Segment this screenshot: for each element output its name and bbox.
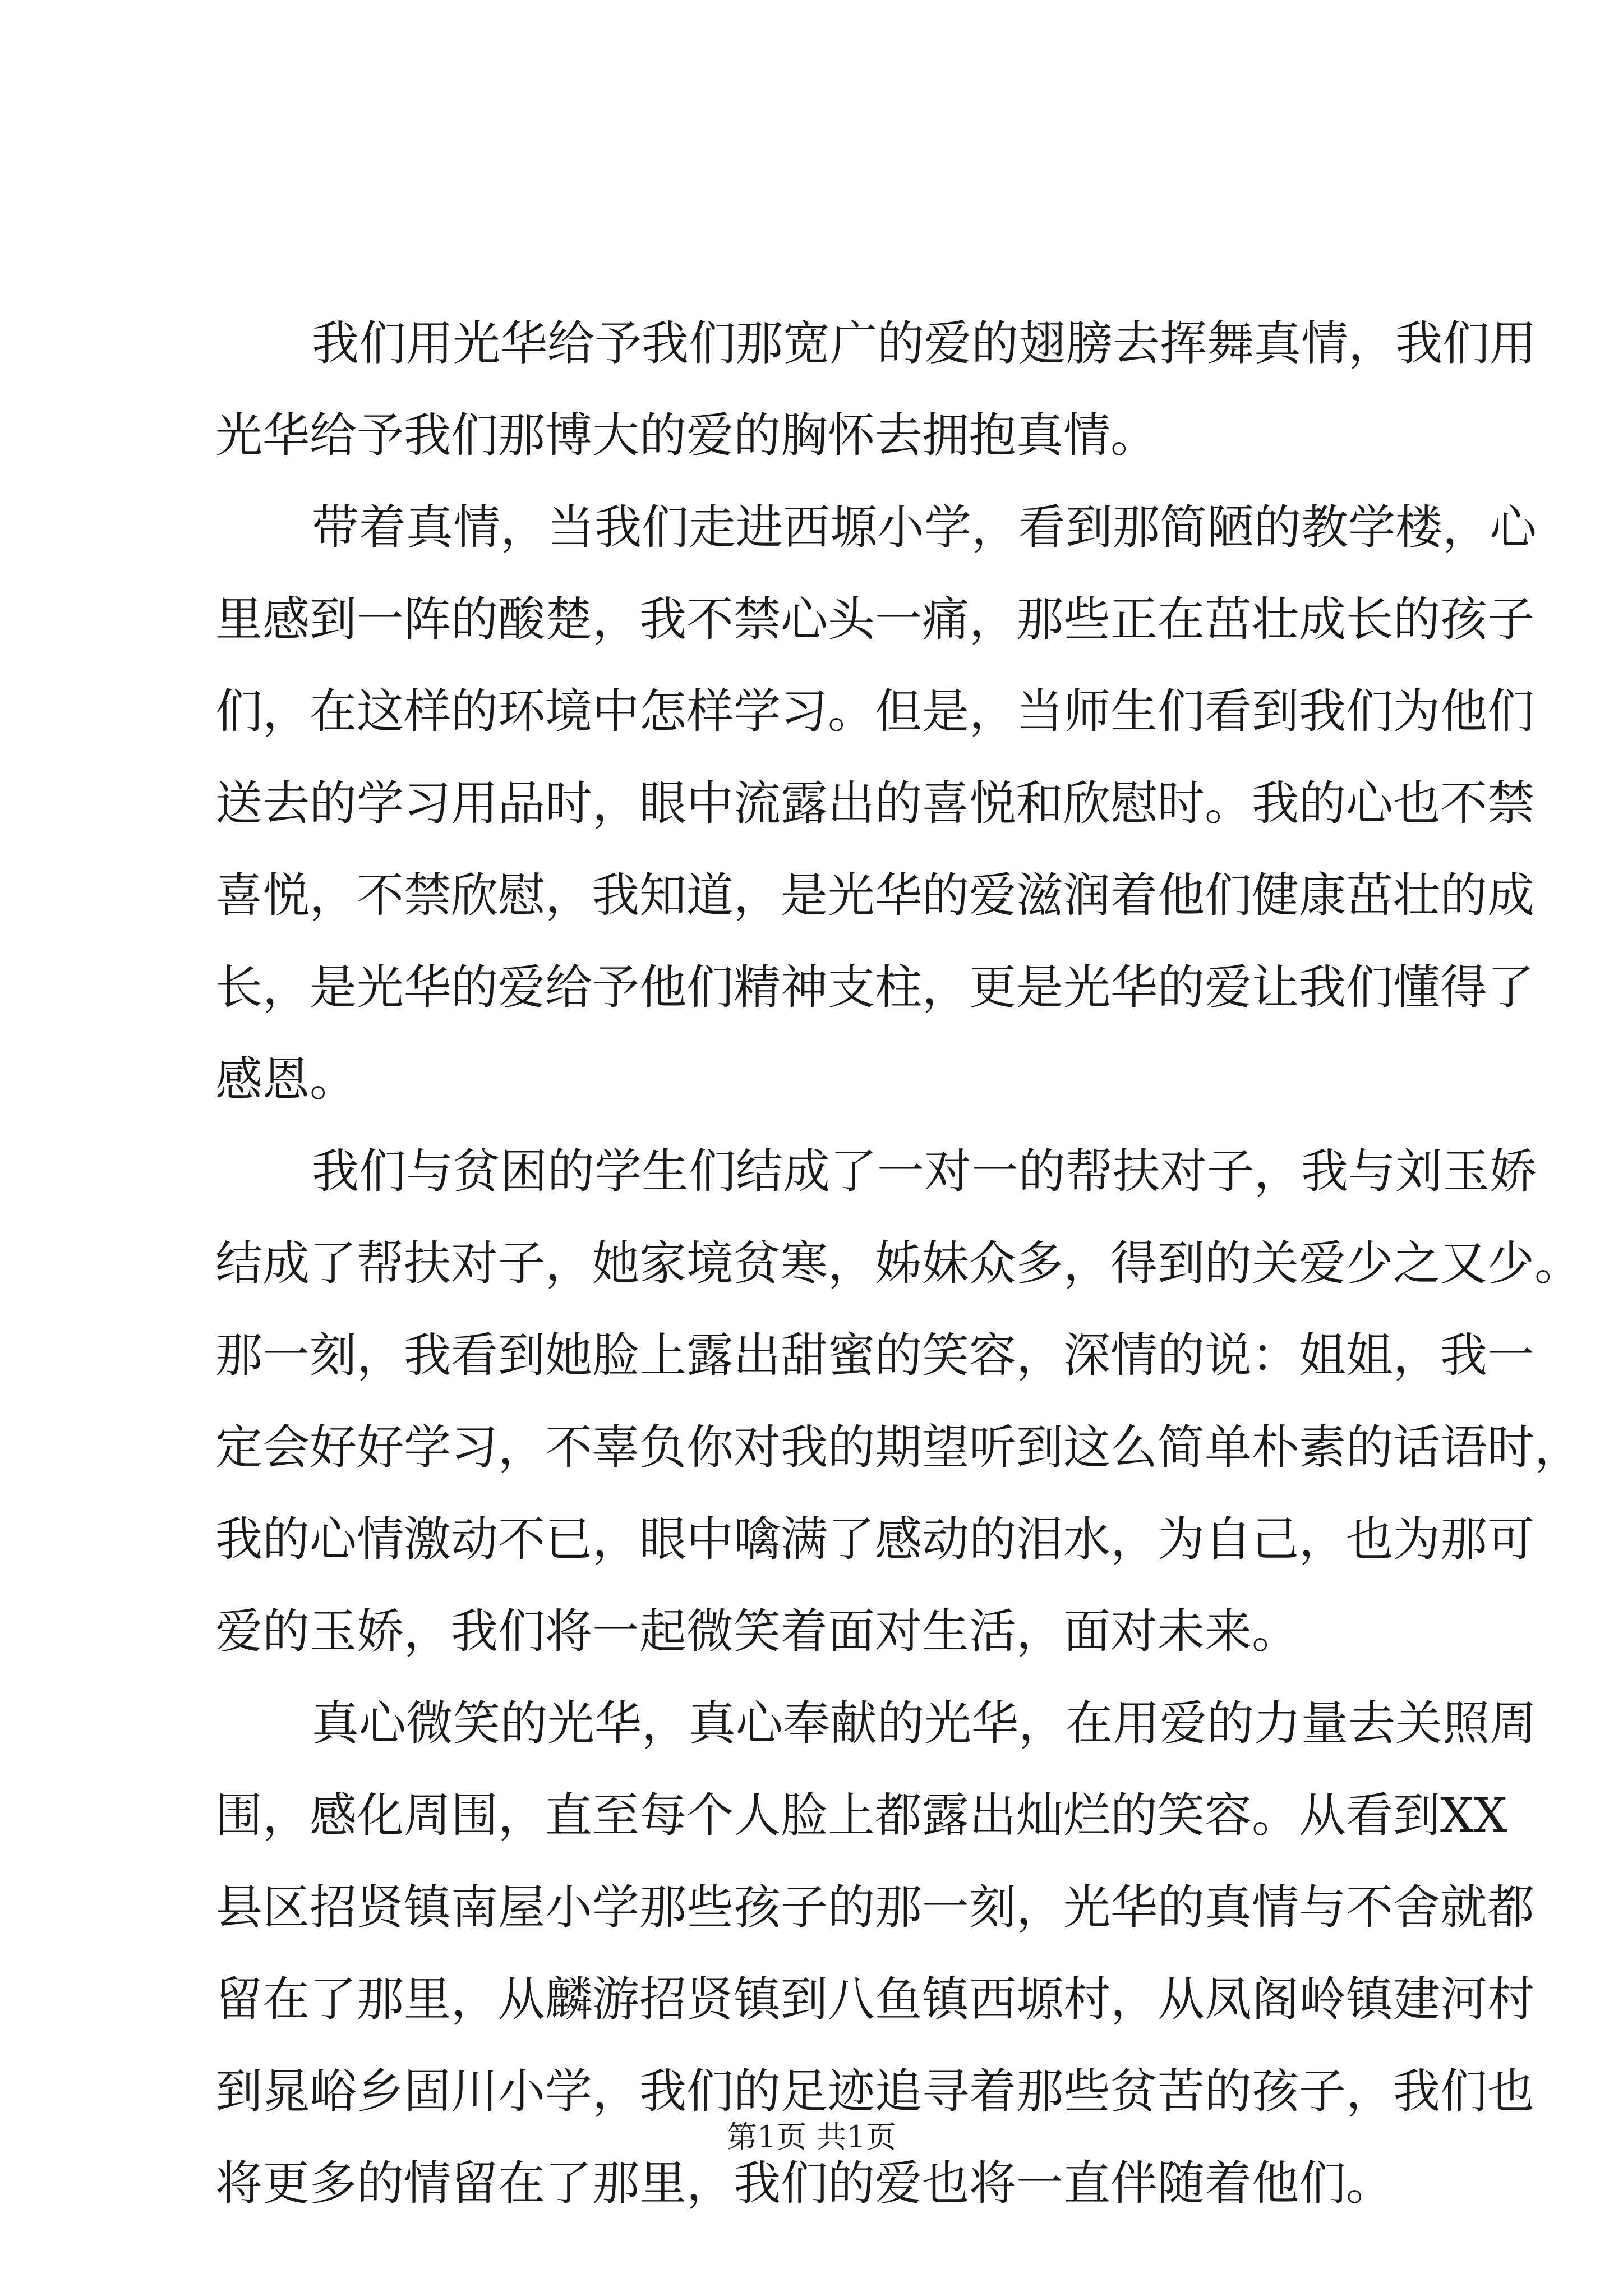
document-body [215, 297, 1582, 2229]
paragraph-2 [215, 481, 1537, 1125]
text-line: 们，在这样的环境中怎样学习。但是，当师生们看到我们为他们 [215, 684, 1535, 739]
text-line: 到晁峪乡固川小学，我们的足迹追寻着那些贫苦的孩子，我们也 [215, 2064, 1535, 2119]
text-line: 里感到一阵的酸楚，我不禁心头一痛，那些正在茁壮成长的孩子 [215, 592, 1535, 647]
text-line: 真心微笑的光华，真心奉献的光华，在用爱的力量去关照周 [312, 1696, 1537, 1751]
text-line: 那一刻，我看到她脸上露出甜蜜的笑容，深情的说：姐姐，我一 [215, 1328, 1535, 1383]
text-line: 爱的玉娇，我们将一起微笑着面对生活，面对未来。 [215, 1604, 1299, 1659]
text-line: 结成了帮扶对子，她家境贫寒，姊妹众多，得到的关爱少之又少。 [215, 1236, 1582, 1291]
text-line: 将更多的情留在了那里，我们的爱也将一直伴随着他们。 [215, 2156, 1394, 2211]
text-line: 喜悦，不禁欣慰，我知道，是光华的爱滋润着他们健康茁壮的成 [215, 868, 1535, 923]
text-line: 带着真情，当我们走进西塬小学，看到那简陋的教学楼，心 [312, 500, 1537, 555]
paragraph-3 [215, 1125, 1582, 1677]
text-line: 我的心情激动不已，眼中噙满了感动的泪水，为自己，也为那可 [215, 1512, 1535, 1567]
text-line: 县区招贤镇南屋小学那些孩子的那一刻，光华的真情与不舍就都 [215, 1880, 1535, 1935]
text-line: 定会好好学习，不辜负你对我的期望听到这么简单朴素的话语时， [215, 1420, 1582, 1475]
page-footer: 第1页 共1页 [727, 2119, 896, 2155]
paragraph-1 [215, 297, 1537, 481]
text-line: 感恩。 [215, 1052, 357, 1107]
text-line: 长，是光华的爱给予他们精神支柱，更是光华的爱让我们懂得了 [215, 960, 1535, 1015]
text-line: 我们用光华给予我们那宽广的爱的翅膀去挥舞真情，我们用 [312, 316, 1537, 371]
text-line: 送去的学习用品时，眼中流露出的喜悦和欣慰时。我的心也不禁 [215, 776, 1535, 831]
text-line: 我们与贫困的学生们结成了一对一的帮扶对子，我与刘玉娇 [312, 1144, 1537, 1199]
text-line: 留在了那里，从麟游招贤镇到八鱼镇西塬村，从凤阁岭镇建河村 [215, 1972, 1535, 2027]
text-line: 光华给予我们那博大的爱的胸怀去拥抱真情。 [215, 408, 1158, 463]
text-line: 围，感化周围，直至每个人脸上都露出灿烂的笑容。从看到XX [215, 1788, 1507, 1843]
